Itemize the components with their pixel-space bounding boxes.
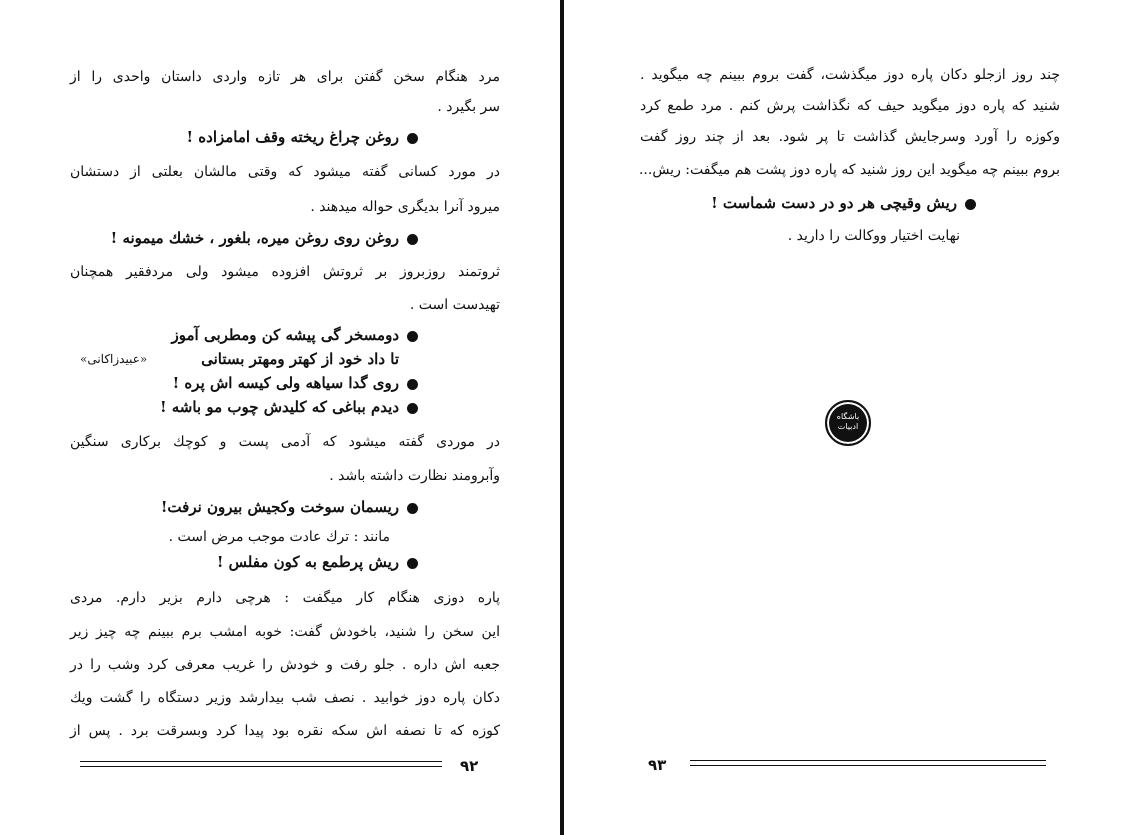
proverb-line: روغن چراغ ریخته وقف امامزاده ! bbox=[70, 127, 500, 147]
text-line: دکان پاره دوز خوابید . نصف شب بیدارشد وزیر دستگاه را گشت ویك bbox=[70, 690, 500, 706]
proverb-line: روی گدا سیاهه ولی کیسه اش پره ! bbox=[70, 373, 500, 393]
bullet-icon bbox=[965, 199, 976, 210]
page-footer-left bbox=[80, 757, 485, 777]
text-line: جعبه اش داره . جلو رفت و خودش را غریب معرفی کرد وشب را در bbox=[70, 657, 500, 673]
footer-rule bbox=[690, 760, 1046, 761]
attribution: «عبیدزاکانی» bbox=[80, 352, 148, 366]
footer-rule bbox=[690, 765, 1046, 766]
bullet-icon bbox=[407, 331, 418, 342]
bullet-icon bbox=[407, 403, 418, 414]
proverb-line: ریش پرطمع به کون مفلس ! bbox=[70, 552, 500, 572]
library-stamp-logo bbox=[825, 400, 871, 446]
page-92 bbox=[70, 0, 500, 835]
text-line: وآبرومند نظارت داشته باشد . bbox=[329, 468, 500, 484]
proverb-line: ریش وقیچی هر دو در دست شماست ! bbox=[640, 193, 1060, 213]
text-line: میرود آنرا بدیگری حواله میدهند . bbox=[310, 199, 500, 215]
proverb-line: دومسخر گی پیشه کن ومطربی آموز bbox=[70, 325, 500, 345]
page-number: ۹۲ bbox=[460, 757, 479, 775]
proverb-line: دیدم بباغی که کلیدش چوب مو باشه ! bbox=[70, 397, 500, 417]
bullet-icon bbox=[407, 133, 418, 144]
footer-rule bbox=[80, 766, 442, 767]
page-footer-right bbox=[648, 756, 1048, 776]
footer-rule bbox=[80, 761, 442, 762]
text-line: کوزه که تا نصفه اش سکه نقره بود پیدا کرد وبسرقت برد . پس از bbox=[70, 723, 500, 739]
text-line: ثروتمند روزبروز بر ثروتش افزوده میشود ولی مردفقیر همچنان bbox=[70, 264, 500, 280]
stamp-text: ادبیات bbox=[837, 422, 859, 431]
bullet-icon bbox=[407, 234, 418, 245]
text-line: تهیدست است . bbox=[409, 297, 500, 313]
verse-line: تا داد خود از کهتر ومهتر بستانی bbox=[201, 350, 399, 368]
text-line: نهایت اختیار ووکالت را دارید . bbox=[787, 228, 960, 244]
text-line: مرد هنگام سخن گفتن برای هر تازه واردی داستان واحدی را از bbox=[70, 69, 500, 85]
text-line: وکوزه را آورد وسرجایش گذاشت تا پر شود. بعد از چند روز گفت bbox=[640, 129, 1060, 145]
text-line: در مورد کسانی گفته میشود که وقتی مالشان بعلتی از دستشان bbox=[70, 164, 500, 180]
text-line: در موردی گفته میشود که آدمی پست و کوچك برکاری سنگین bbox=[70, 434, 500, 450]
proverb-line: ریسمان سوخت وکجیش بیرون نرفت! bbox=[70, 497, 500, 517]
stamp-text: باشگاه bbox=[836, 412, 860, 421]
proverb-line: روغن روی روغن میره، بلغور ، خشك میمونه ! bbox=[70, 228, 500, 248]
text-line: این سخن را شنید، باخودش گفت: خوبه امشب برم ببینم چه چیز زیر bbox=[70, 624, 500, 640]
book-spine bbox=[560, 0, 564, 835]
text-line: چند روز ازجلو دکان پاره دوز میگذشت، گفت بروم ببینم چه میگوید . bbox=[640, 67, 1060, 83]
text-line: سر بگیرد . bbox=[437, 99, 500, 115]
bullet-icon bbox=[407, 503, 418, 514]
bullet-icon bbox=[407, 379, 418, 390]
text-line: شنید که پاره دوز میگوید حیف که نگذاشت پرش کنم . مرد طمع کرد bbox=[640, 98, 1060, 114]
bullet-icon bbox=[407, 558, 418, 569]
text-line: پاره دوزی هنگام کار میگفت : هرچی دارم بزیر دارم. مردی bbox=[70, 590, 500, 606]
text-line: بروم ببینم چه میگوید این روز شنید که پاره دوز پشت هم میگفت: ریش... bbox=[638, 162, 1060, 178]
page-number: ۹۳ bbox=[648, 756, 667, 774]
text-line: مانند : ترك عادت موجب مرض است . bbox=[168, 529, 390, 545]
